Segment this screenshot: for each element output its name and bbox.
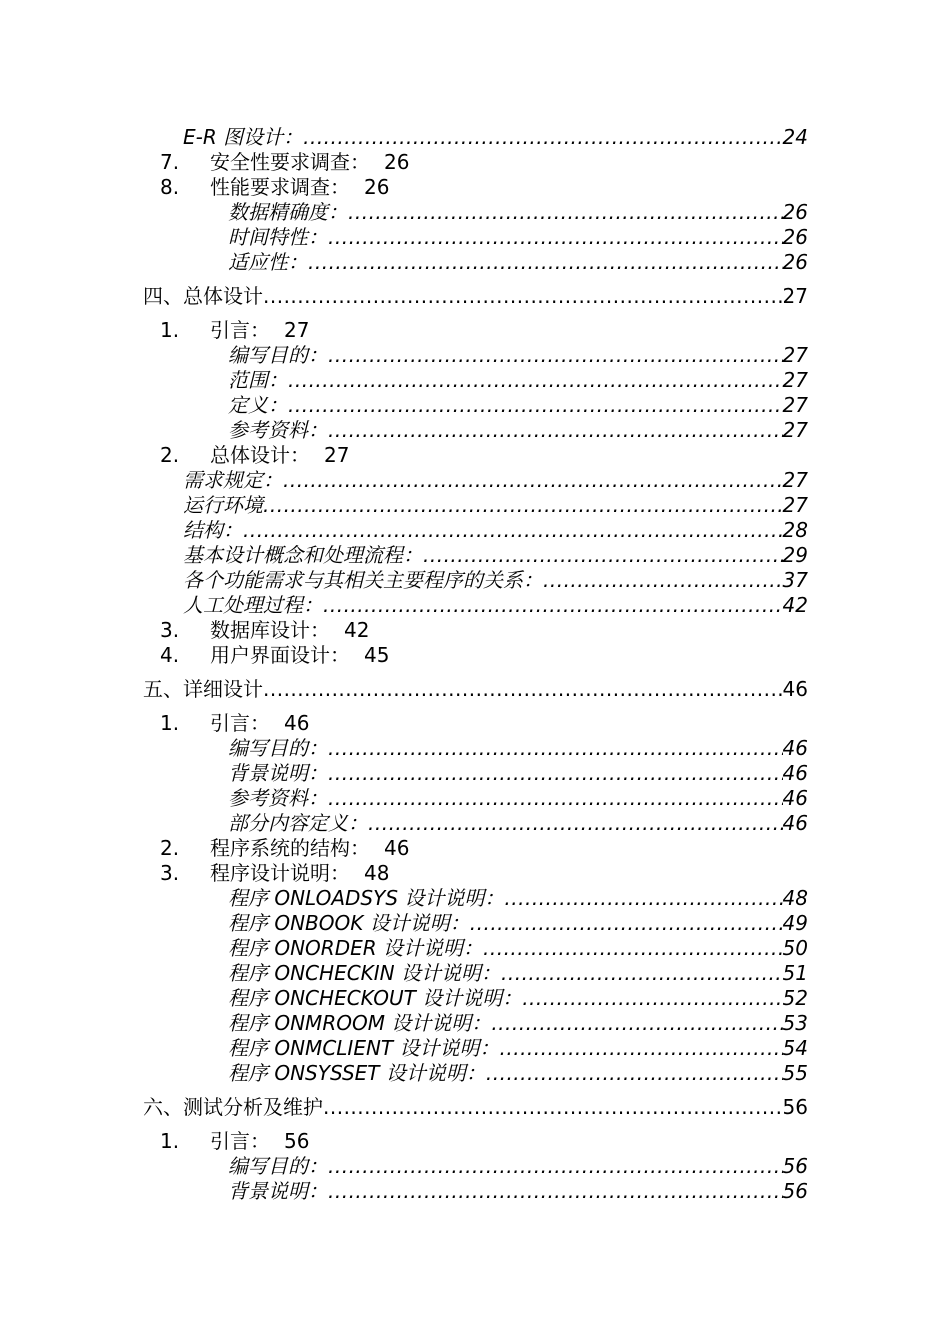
toc-entry-number: 7. [160, 150, 180, 174]
toc-entry [228, 342, 808, 368]
toc-entry-title: 背景说明： [228, 761, 328, 785]
toc-entry-page: 27 [782, 393, 808, 417]
toc-entry-page: 50 [782, 936, 808, 960]
toc-entry-page: 26 [782, 250, 808, 274]
toc-entry-page: 55 [782, 1061, 808, 1085]
dot-leader [328, 1153, 783, 1179]
toc-entry-page: 29 [782, 543, 808, 567]
toc-entry-page: 27 [782, 468, 808, 492]
dot-leader [323, 1094, 783, 1120]
toc-entry-page: 42 [782, 593, 808, 617]
toc-entry-number: 1. [160, 318, 180, 342]
toc-entry-page: 56 [782, 1154, 808, 1178]
dot-leader [491, 1010, 782, 1036]
toc-entry-title: 运行环境 [183, 493, 263, 517]
dot-leader [263, 492, 783, 518]
toc-entry-page: 56 [782, 1179, 808, 1203]
toc-entry-number: 1. [160, 1129, 180, 1153]
toc-entry-page: 46 [384, 836, 410, 860]
toc-entry-title: 程序 ONMROOM 设计说明： [228, 1011, 492, 1035]
toc-entry-title: 安全性要求调查： [210, 150, 370, 174]
dot-leader [263, 283, 783, 309]
toc-entry-title: 参考资料： [228, 418, 328, 442]
toc-entry-page: 42 [344, 618, 370, 642]
toc-entry-page: 53 [782, 1011, 808, 1035]
toc-entry-title: 程序 ONMCLIENT 设计说明： [228, 1036, 500, 1060]
toc-entry-title: 总体设计： [210, 443, 310, 467]
toc-entry-title: 程序 ONLOADSYS 设计说明： [228, 886, 505, 910]
toc-numbered-entry [160, 1128, 309, 1154]
dot-leader [348, 199, 783, 225]
toc-entry-title: 编写目的： [228, 343, 328, 367]
dot-leader [504, 885, 782, 911]
toc-entry-page: 27 [782, 343, 808, 367]
toc-entry-page: 52 [782, 986, 808, 1010]
toc-entry-number: 2. [160, 443, 180, 467]
dot-leader [328, 735, 783, 761]
toc-entry-page: 26 [782, 225, 808, 249]
toc-entry-number: 4. [160, 643, 180, 667]
toc-entry-title: 引言： [210, 318, 270, 342]
toc-entry [228, 224, 808, 250]
dot-leader [486, 1060, 783, 1086]
toc-entry [228, 735, 808, 761]
toc-entry [228, 1010, 808, 1036]
toc-entry [183, 517, 808, 543]
toc-numbered-entry [160, 835, 409, 861]
toc-entry [183, 492, 808, 518]
toc-entry-title: 编写目的： [228, 1154, 328, 1178]
toc-entry-title: 程序设计说明： [210, 861, 350, 885]
toc-entry [228, 910, 808, 936]
toc-entry-title: 引言： [210, 1129, 270, 1153]
toc-entry [228, 1153, 808, 1179]
toc-entry-title: 适应性： [228, 250, 308, 274]
toc-entry-title: 程序 ONBOOK 设计说明： [228, 911, 470, 935]
toc-entry-page: 27 [324, 443, 350, 467]
toc-entry-title: 定义： [228, 393, 288, 417]
dot-leader [470, 910, 783, 936]
toc-entry-number: 3. [160, 861, 180, 885]
toc-entry [183, 592, 808, 618]
toc-numbered-entry [160, 860, 389, 886]
toc-entry [228, 1035, 808, 1061]
toc-entry-number: 1. [160, 711, 180, 735]
toc-entry-title: 参考资料： [228, 786, 328, 810]
toc-entry-page: 46 [782, 811, 808, 835]
dot-leader [303, 124, 782, 150]
toc-entry-title: 编写目的： [228, 736, 328, 760]
toc-entry [228, 392, 808, 418]
toc-entry [143, 1094, 808, 1120]
toc-entry-page: 49 [782, 911, 808, 935]
toc-entry [183, 542, 808, 568]
dot-leader [283, 467, 783, 493]
toc-entry-title: 程序 ONCHECKOUT 设计说明： [228, 986, 523, 1010]
toc-entry-page: 45 [364, 643, 390, 667]
toc-entry-title: 程序 ONCHECKIN 设计说明： [228, 961, 501, 985]
dot-leader [328, 1178, 783, 1204]
toc-entry [228, 760, 808, 786]
toc-entry-page: 37 [782, 568, 808, 592]
toc-numbered-entry [160, 710, 309, 736]
toc-entry-number: 8. [160, 175, 180, 199]
toc-entry-title: 时间特性： [228, 225, 328, 249]
toc-entry-page: 28 [782, 518, 808, 542]
toc-entry-title: 范围： [228, 368, 288, 392]
toc-entry-title: 背景说明： [228, 1179, 328, 1203]
toc-entry-number: 2. [160, 836, 180, 860]
toc-entry [228, 935, 808, 961]
toc-entry [228, 985, 808, 1011]
dot-leader [328, 342, 783, 368]
toc-entry [183, 467, 808, 493]
toc-entry-title: 四、总体设计 [143, 284, 263, 308]
toc-entry [228, 785, 808, 811]
toc-entry-title: 部分内容定义： [228, 811, 368, 835]
dot-leader [368, 810, 783, 836]
toc-entry-page: 46 [782, 761, 808, 785]
toc-entry [143, 676, 808, 702]
toc-entry-page: 27 [782, 368, 808, 392]
dot-leader [328, 417, 783, 443]
dot-leader [263, 676, 783, 702]
toc-numbered-entry [160, 617, 369, 643]
toc-entry-page: 26 [364, 175, 390, 199]
toc-numbered-entry [160, 149, 409, 175]
toc-entry [228, 367, 808, 393]
dot-leader [288, 392, 783, 418]
toc-entry-page: 48 [364, 861, 390, 885]
toc-entry-page: 26 [384, 150, 410, 174]
dot-leader [500, 1035, 783, 1061]
toc-entry-title: 各个功能需求与其相关主要程序的关系： [183, 568, 543, 592]
toc-entry-title: 需求规定： [183, 468, 283, 492]
toc-entry-title: 程序 ONORDER 设计说明： [228, 936, 483, 960]
dot-leader [483, 935, 783, 961]
toc-entry-title: 六、测试分析及维护 [143, 1095, 323, 1119]
toc-entry-title: 性能要求调查： [210, 175, 350, 199]
toc-entry [183, 567, 808, 593]
dot-leader [323, 592, 783, 618]
toc-entry-page: 27 [284, 318, 310, 342]
dot-leader [288, 367, 783, 393]
toc-entry [228, 885, 808, 911]
toc-entry-number: 3. [160, 618, 180, 642]
toc-entry-page: 54 [782, 1036, 808, 1060]
dot-leader [501, 960, 783, 986]
toc-entry-page: 27 [782, 418, 808, 442]
toc-entry-page: 26 [782, 200, 808, 224]
toc-entry-page: 56 [782, 1095, 808, 1119]
toc-entry-page: 24 [782, 125, 808, 149]
toc-entry-page: 51 [782, 961, 808, 985]
toc-entry-title: 结构： [183, 518, 243, 542]
toc-entry-title: 人工处理过程： [183, 593, 323, 617]
toc-entry-page: 48 [782, 886, 808, 910]
toc-entry-page: 56 [284, 1129, 310, 1153]
dot-leader [328, 224, 783, 250]
dot-leader [423, 542, 783, 568]
toc-entry-title: 五、详细设计 [143, 677, 263, 701]
toc-entry [228, 1060, 808, 1086]
toc-entry [183, 124, 808, 150]
toc-numbered-entry [160, 317, 309, 343]
dot-leader [328, 785, 783, 811]
toc-entry [228, 199, 808, 225]
toc-numbered-entry [160, 442, 349, 468]
toc-entry-page: 46 [782, 677, 808, 701]
toc-entry [228, 417, 808, 443]
dot-leader [328, 760, 783, 786]
dot-leader [243, 517, 783, 543]
toc-entry-title: E-R 图设计： [183, 125, 304, 149]
toc-entry [228, 810, 808, 836]
toc-entry-page: 46 [782, 736, 808, 760]
toc-entry-page: 27 [782, 284, 808, 308]
dot-leader [522, 985, 782, 1011]
toc-entry-title: 程序系统的结构： [210, 836, 370, 860]
dot-leader [308, 249, 783, 275]
toc-entry-page: 46 [782, 786, 808, 810]
toc-entry-page: 46 [284, 711, 310, 735]
dot-leader [543, 567, 783, 593]
toc-entry-page: 27 [782, 493, 808, 517]
toc-entry [228, 960, 808, 986]
toc-entry [143, 283, 808, 309]
toc-entry [228, 249, 808, 275]
toc-entry-title: 引言： [210, 711, 270, 735]
toc-numbered-entry [160, 642, 389, 668]
toc-numbered-entry [160, 174, 389, 200]
toc-entry [228, 1178, 808, 1204]
toc-entry-title: 用户界面设计： [210, 643, 350, 667]
toc-entry-title: 数据库设计： [210, 618, 330, 642]
toc-entry-title: 程序 ONSYSSET 设计说明： [228, 1061, 486, 1085]
toc-entry-title: 基本设计概念和处理流程： [183, 543, 423, 567]
toc-entry-title: 数据精确度： [228, 200, 348, 224]
